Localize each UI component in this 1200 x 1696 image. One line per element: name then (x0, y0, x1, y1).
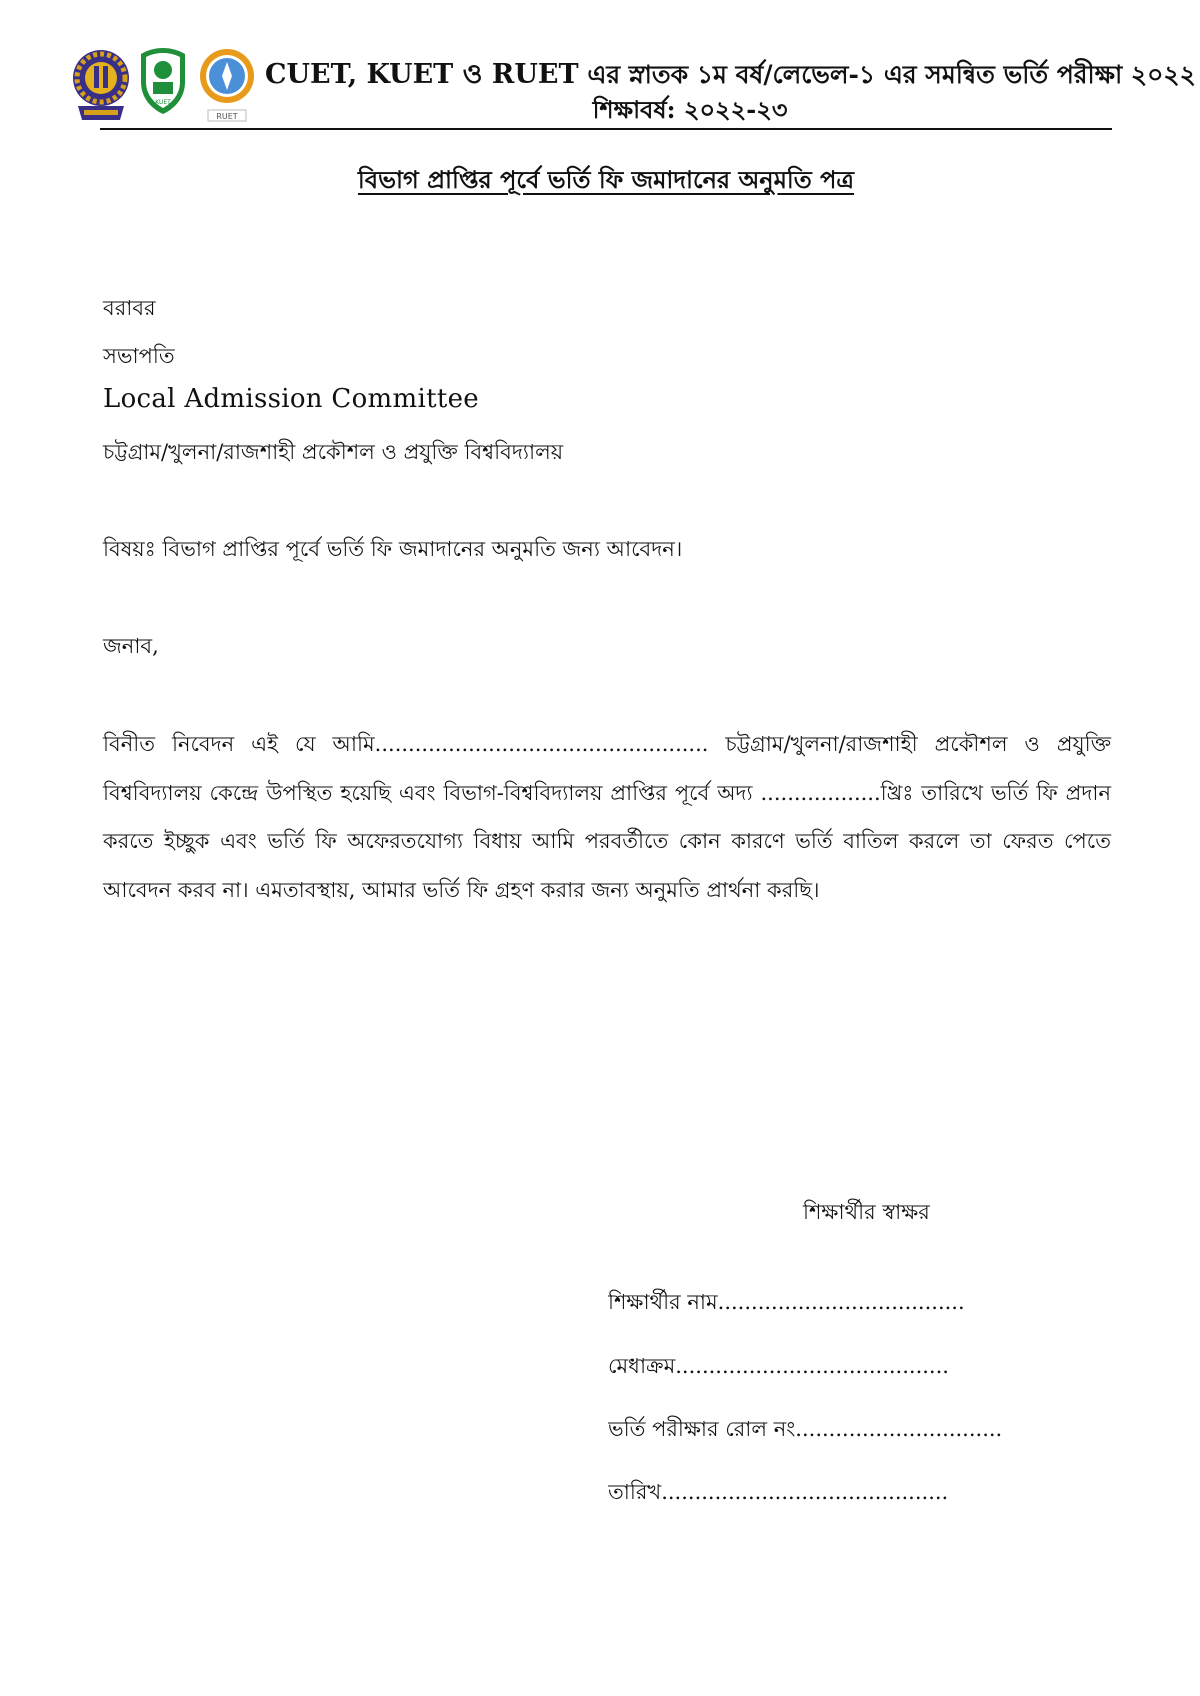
academic-session: শিক্ষাবর্ষ: ২০২২-২৩ (592, 95, 788, 124)
addressee-university: চট্টগ্রাম/খুলনা/রাজশাহী প্রকৌশল ও প্রযুক্তি বিশ্ববিদ্যালয় (103, 440, 564, 464)
ruet-logo-label: RUET (216, 112, 238, 121)
kuet-logo-label: KUET (155, 99, 171, 106)
kuet-logo (138, 46, 188, 116)
header-divider (100, 128, 1112, 130)
addressee-to: বরাবর (103, 296, 156, 320)
header-title-universities: CUET, KUET ও RUET (265, 59, 579, 90)
ruet-logo (196, 46, 258, 124)
admission-roll-field: ভর্তি পরীক্ষার রোল নং............................... (608, 1417, 1003, 1441)
letterhead (70, 40, 1196, 135)
header-title-exam: এর স্নাতক ১ম বর্ষ/লেভেল-১ এর সমন্বিত ভর্তি পরীক্ষা ২০২২ (587, 60, 1196, 89)
salutation: জনাব, (103, 634, 159, 658)
application-body: বিনীত নিবেদন এই যে আমি.................................................. চট্টগ্রাম/খুলনা/রাজশাহী প্রকৌশল ও প্রযুক্তি বিশ্ববিদ্যালয় কেন্দ্রে উপস্থিত হয়েছি এবং বিভাগ-বিশ্ববিদ্যালয় প্রাপ্তির পূর্বে অদ্য ..................খ্রিঃ তারিখে ভর্তি ফি প্রদান করতে ইচ্ছুক এবং ভর্তি ফি অফেরতযোগ্য বিধায় আমি পরবর্তীতে কোন কারণে ভর্তি বাতিল করলে তা ফেরত পেতে আবেদন করব না। এমতাবস্থায়, আমার ভর্তি ফি গ্রহণ করার জন্য অনুমতি প্রার্থনা করছি। (103, 732, 1111, 902)
date-field: তারিখ........................................... (608, 1480, 949, 1504)
subject-line: বিষয়ঃ বিভাগ প্রাপ্তির পূর্বে ভর্তি ফি জমাদানের অনুমতি জন্য আবেদন। (103, 537, 683, 561)
university-logos (70, 46, 260, 126)
cuet-logo (70, 46, 132, 124)
student-name-field: শিক্ষার্থীর নাম..................................... (608, 1290, 965, 1314)
document-title: বিভাগ প্রাপ্তির পূর্বে ভর্তি ফি জমাদানের অনুমতি পত্র (357, 165, 855, 194)
addressee-committee: Local Admission Committee (103, 384, 479, 414)
signature-label: শিক্ষার্থীর স্বাক্ষর (803, 1200, 930, 1224)
addressee-designation: সভাপতি (103, 344, 175, 368)
merit-position-field: মেধাক্রম......................................... (608, 1354, 949, 1378)
